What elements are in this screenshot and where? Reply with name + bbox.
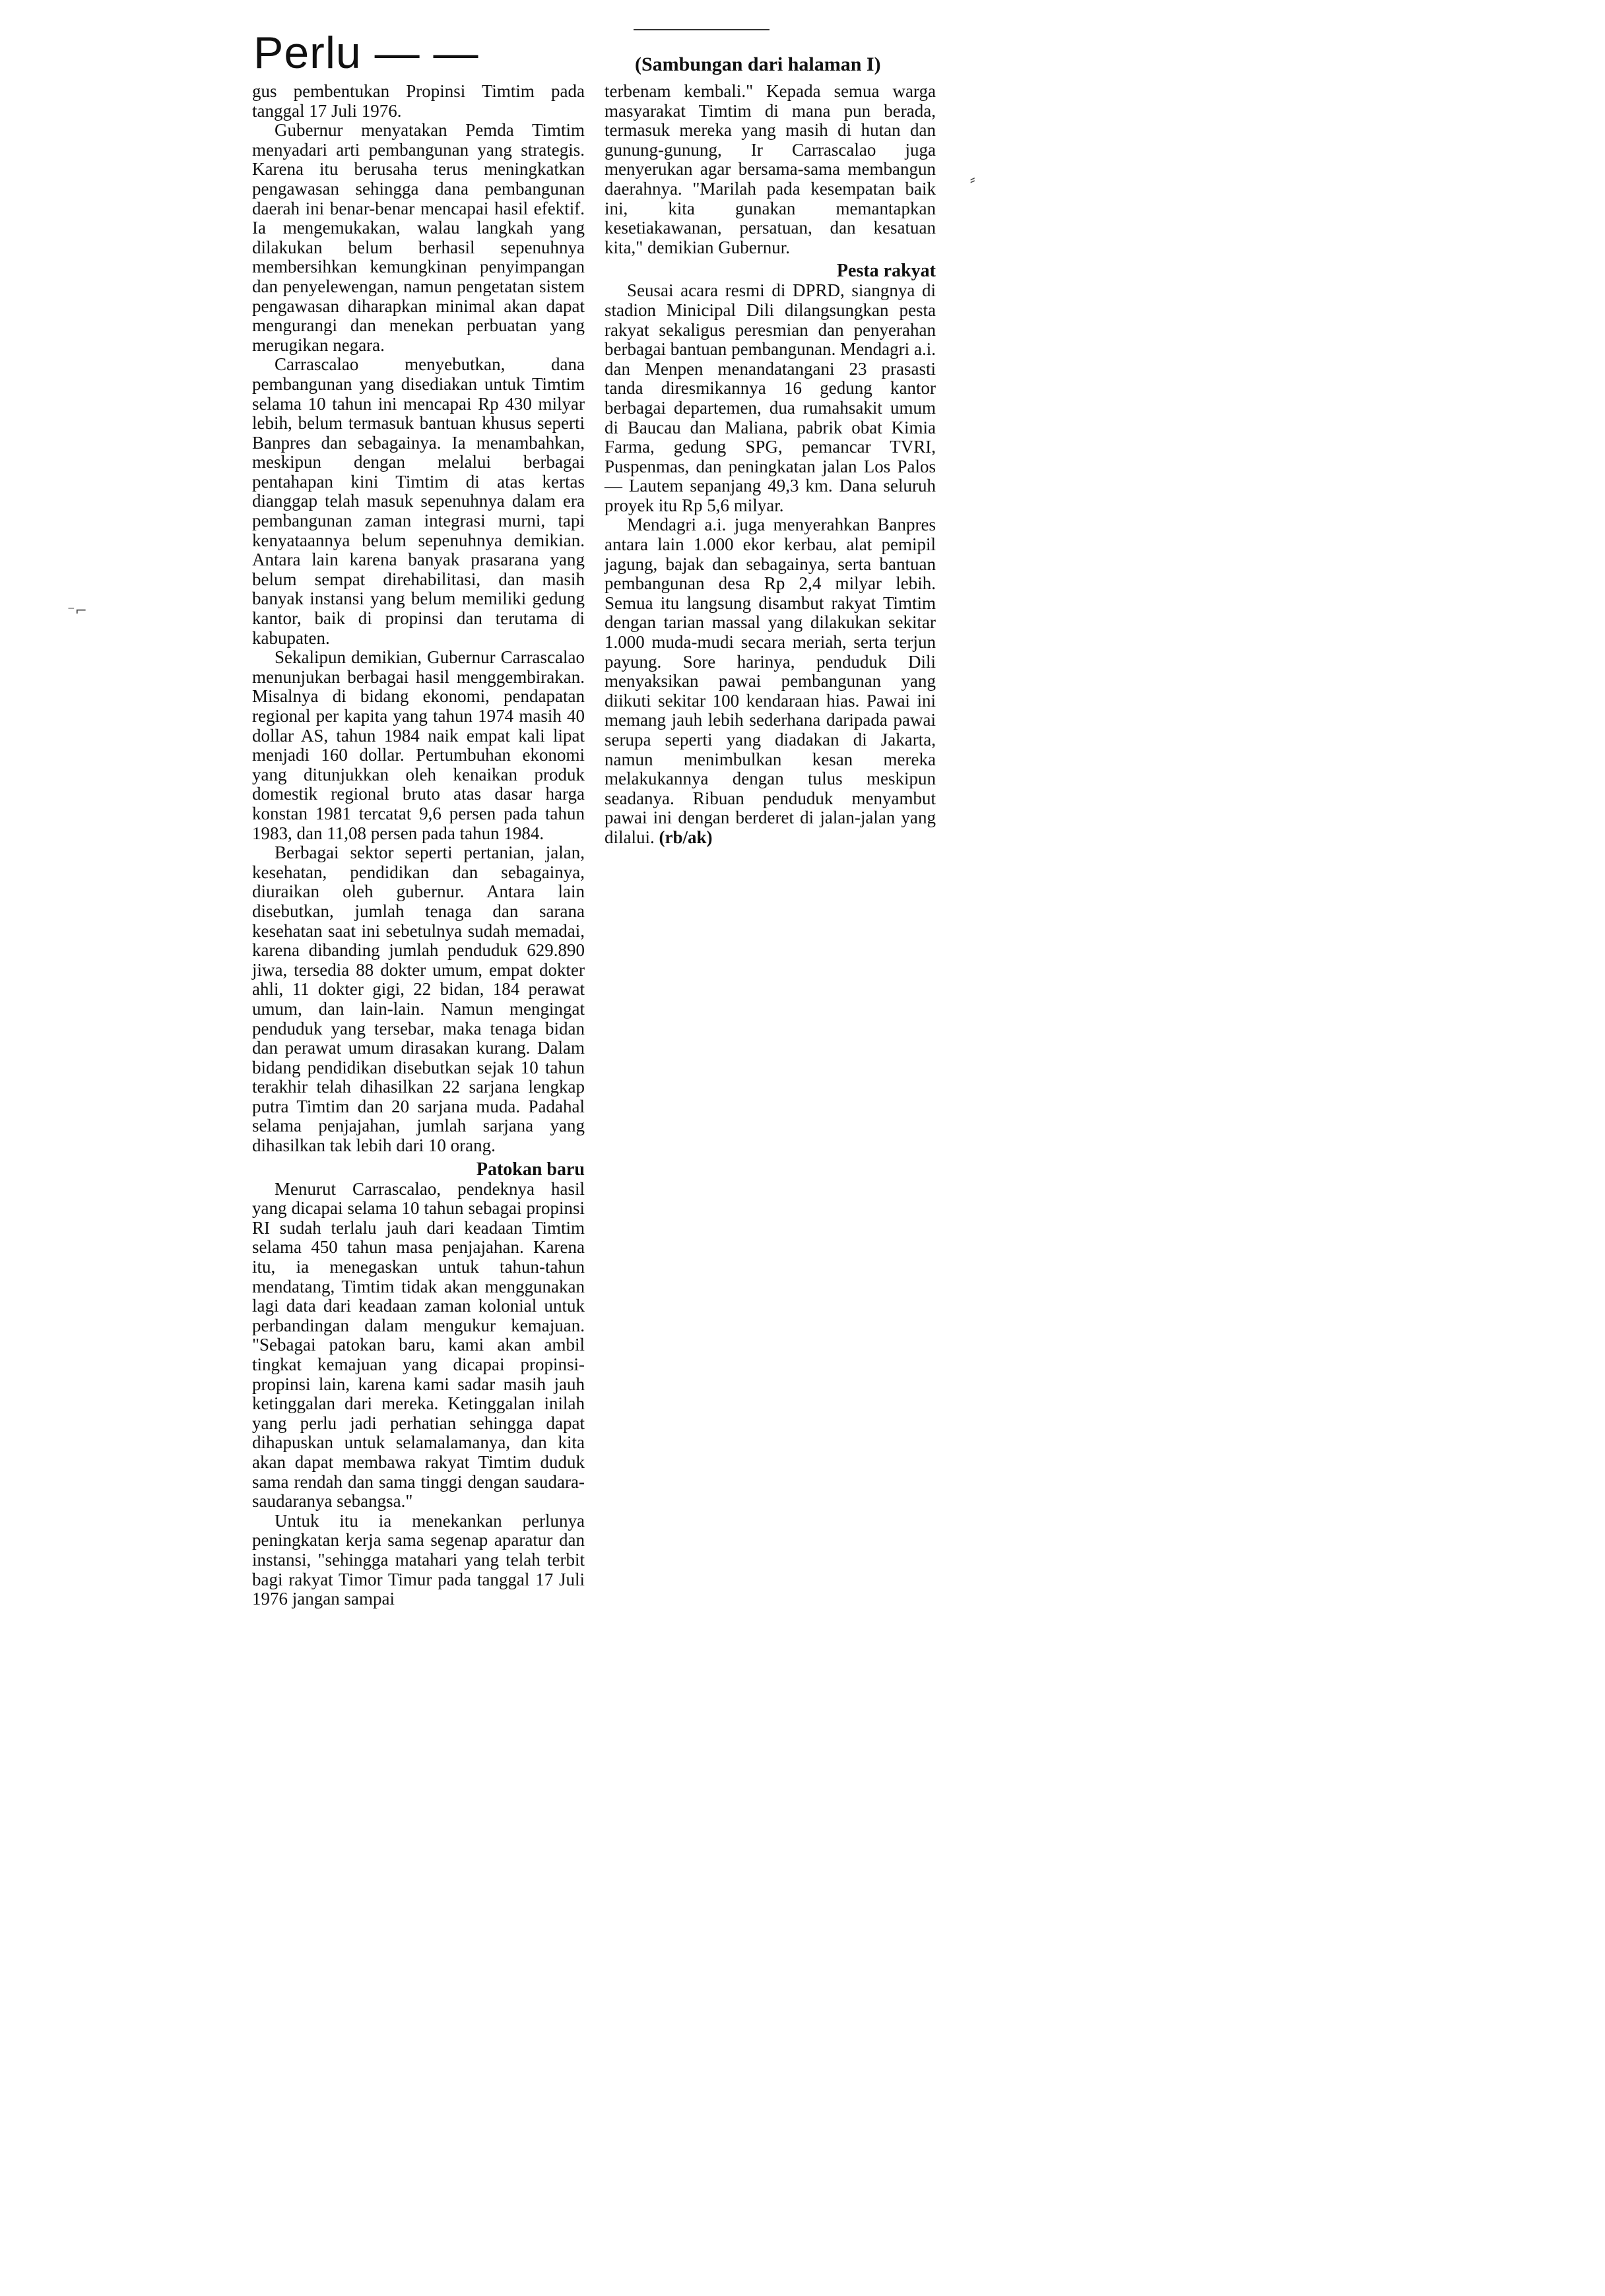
right-column xyxy=(605,82,936,848)
right-paragraph-1: terbenam kembali." Kepada semua warga masyarakat Timtim di mana pun berada, termasuk mereka yang masih di hutan dan gunung-gunung, Ir Carrascalao juga menyerukan agar bersama-sama membangun daerahnya. "Marilah pada kesempatan baik ini, kita gunakan memantapkan kesetiakawanan, persatuan, dan kesatuan kita," demikian Gubernur. xyxy=(605,81,936,257)
right-paragraph-3-text: Mendagri a.i. juga menyerahkan Banpres antara lain 1.000 ekor kerbau, alat pemipil jagung, bajak dan sebagainya, serta bantuan pembangunan desa Rp 2,4 milyar lebih. Semua itu langsung disambut rakyat Timtim dengan tarian massal yang dilakukan sekitar 1.000 muda-mudi secara meriah, serta terjun payung. Sore harinya, penduduk Dili menyaksikan pawai pembangunan yang diikuti sekitar 100 kendaraan hias. Pawai ini memang jauh lebih sederhana daripada pawai serupa seperti yang diadakan di Jakarta, namun menimbulkan kesan mereka melakukannya dengan tulus meskipun seadanya. Ribuan penduduk menyambut pawai ini dengan berderet di jalan-jalan yang dilalui. xyxy=(605,515,936,847)
left-paragraph-1: gus pembentukan Propinsi Timtim pada tanggal 17 Juli 1976. xyxy=(252,81,585,121)
headline: Perlu — — xyxy=(253,28,479,78)
right-paragraph-3 xyxy=(605,515,936,847)
left-paragraph-5: Berbagai sektor seperti pertanian, jalan, kesehatan, pendidikan dan sebagainya, diuraikan oleh gubernur. Antara lain disebutkan, jumlah tenaga dan sarana kesehatan saat ini sebetulnya sudah memadai, karena dibanding jumlah penduduk 629.890 jiwa, tersedia 88 dokter umum, empat dokter ahli, 11 dokter gigi, 22 bidan, 184 perawat umum, dan lain-lain. Namun mengingat penduduk yang tersebar, maka tenaga bidan dan perawat umum dirasakan kurang. Dalam bidang pendidikan disebutkan sejak 10 tahun terakhir telah dihasilkan 22 sarjana lengkap putra Timtim dan 20 sarjana muda. Padahal selama penjajahan, jumlah sarjana yang dihasilkan tak lebih dari 10 orang. xyxy=(252,843,585,1156)
continued-from-label: (Sambungan dari halaman I) xyxy=(635,53,881,75)
subhead-patokan-baru: Patokan baru xyxy=(476,1159,585,1180)
scan-speck-mark: ⸗ xyxy=(970,172,975,188)
right-paragraph-2: Seusai acara resmi di DPRD, siangnya di stadion Minicipal Dili dilangsungkan pesta rakyat sekaligus peresmian dan penyerahan berbagai bantuan pembangunan. Mendagri a.i. dan Menpen menandatangani 23 prasasti tanda diresmikannya 16 gedung kantor berbagai departemen, dua rumahsakit umum di Baucau dan Maliana, pabrik obat Kimia Farma, gedung SPG, pemancar TVRI, Puspenmas, dan peningkatan jalan Los Palos — Lautem sepanjang 49,3 km. Dana seluruh proyek itu Rp 5,6 milyar. xyxy=(605,280,936,515)
left-paragraph-7: Untuk itu ia menekankan perlunya peningkatan kerja sama segenap aparatur dan instansi, "sehingga matahari yang telah terbit bagi rakyat Timor Timur pada tanggal 17 Juli 1976 jangan sampai xyxy=(252,1510,585,1609)
scan-speck-mark: ⁻⌐ xyxy=(67,603,88,620)
top-rule-divider xyxy=(634,29,770,30)
left-paragraph-6: Menurut Carrascalao, pendeknya hasil yang dicapai selama 10 tahun sebagai propinsi RI sudah terlalu jauh dari keadaan Timtim selama 450 tahun masa penjajahan. Karena itu, ia menegaskan untuk tahun-tahun mendatang, Timtim tidak akan menggunakan lagi data dari keadaan zaman kolonial untuk perbandingan dalam mengukur kemajuan. "Sebagai patokan baru, kami akan ambil tingkat kemajuan yang dicapai propinsi-propinsi lain, karena kami sadar masih jauh ketinggalan dari mereka. Ketinggalan inilah yang perlu jadi perhatian sehingga dapat dihapuskan untuk selamalamanya, dan kita akan dapat membawa rakyat Timtim duduk sama rendah dan sama tinggi dengan saudara-saudaranya sebangsa." xyxy=(252,1178,585,1512)
left-paragraph-2: Gubernur menyatakan Pemda Timtim menyadari arti pembangunan yang strategis. Karena itu berusaha terus meningkatkan pengawasan sehingga dana pembangunan daerah ini benar-benar mencapai hasil efektif. Ia mengemukakan, walau langkah yang dilakukan belum berhasil sepenuhnya membersihkan kemungkinan penyimpangan dan penyelewengan, namun pengetatan sistem pengawasan diharapkan minimal akan dapat mengurangi dan menekan perbuatan yang merugikan negara. xyxy=(252,120,585,355)
left-column xyxy=(252,82,585,1609)
left-paragraph-4: Sekalipun demikian, Gubernur Carrascalao menunjukan berbagai hasil menggembirakan. Misalnya di bidang ekonomi, pendapatan regional per kapita yang tahun 1974 masih 40 dollar AS, tahun 1984 naik empat kali lipat menjadi 160 dollar. Pertumbuhan ekonomi yang ditunjukkan oleh kenaikan produk domestik regional bruto atas dasar harga konstan 1981 tercatat 9,6 persen pada tahun 1983, dan 11,08 persen pada tahun 1984. xyxy=(252,647,585,843)
author-signature: (rb/ak) xyxy=(659,827,713,847)
left-paragraph-3: Carrascalao menyebutkan, dana pembangunan yang disediakan untuk Timtim selama 10 tahun ini mencapai Rp 430 milyar lebih, belum termasuk bantuan khusus seperti Banpres dan sebagainya. Ia menambahkan, meskipun dengan melalui berbagai pentahapan kini Timtim di atas kertas dianggap telah masuk sepenuhnya dalam era pembangunan zaman integrasi murni, tapi kenyataannya belum sepenuhnya demikian. Antara lain karena banyak prasarana yang belum sempat direhabilitasi, dan masih banyak instansi yang belum memiliki gedung kantor, baik di propinsi dan terutama di kabupaten. xyxy=(252,354,585,648)
subhead-pesta-rakyat: Pesta rakyat xyxy=(836,261,936,282)
